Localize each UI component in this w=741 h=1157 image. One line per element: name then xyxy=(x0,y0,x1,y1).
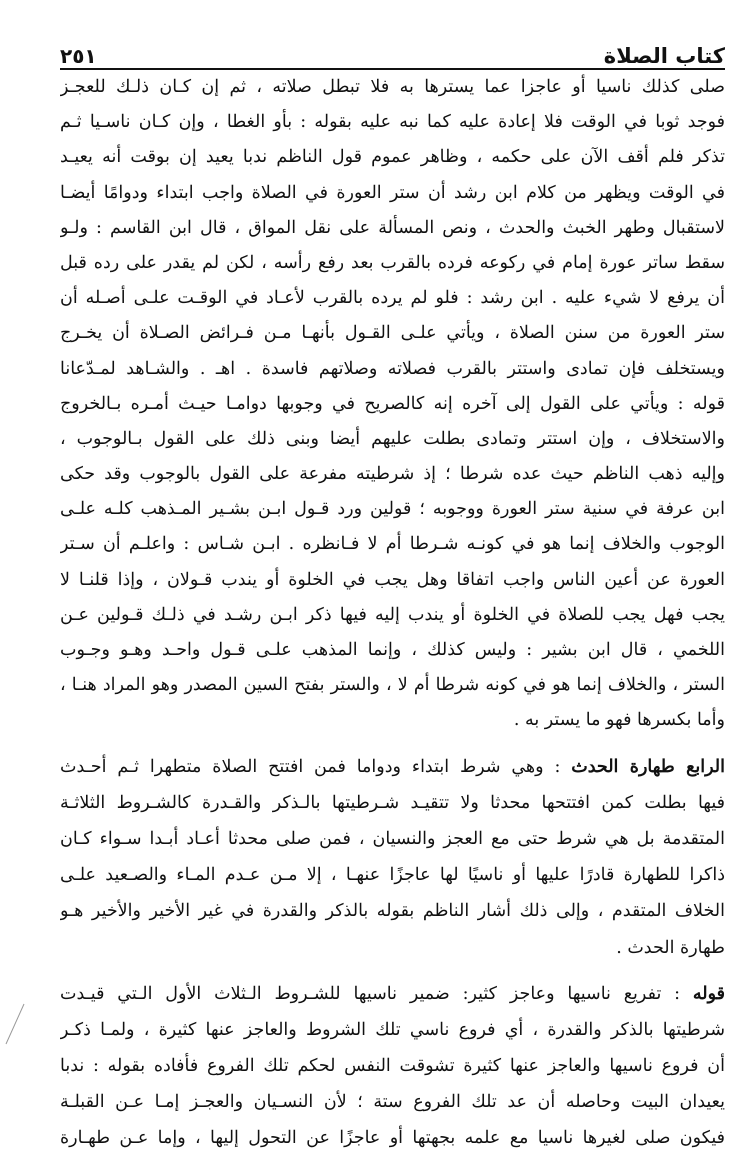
text-line: قوله : ويأتي على القول إلى آخره إنه كالصريح في وجوبها دوامـا حيـث أمـره بـالخروج xyxy=(60,393,725,414)
text-line: فوجد ثوبا في الوقت فلا إعادة عليه كما نبه عليه بقوله : بأو الغطا ، وإن كـان ناسـيا ثـم xyxy=(60,112,725,133)
text-line: المتقدمة بل هي شرط حتى مع العجز والنسيان ، فمن صلى محدثا أعـاد أبـدا سـواء كـان xyxy=(60,828,725,849)
paragraph-1 xyxy=(60,70,725,387)
text-line: وأما بكسرها فهو ما يستر به . xyxy=(513,710,725,731)
section-heading: الرابع طهارة الحدث xyxy=(571,756,725,777)
text-line: طهارة الحدث . xyxy=(616,937,725,958)
text-line: الخلاف المتقدم ، وإلى ذلك أشار الناظم بقوله بالذكر والقدرة في غير الأخير والأخير هـو xyxy=(60,901,725,922)
text-line: ذاكرا للطهارة قادرًا عليها أو ناسيًا لها عاجزًا عنهـا ، إلا مـن عـدم المـاء والصـعيد علـى xyxy=(60,865,725,886)
text-line: اللخمي ، قال ابن بشير : وليس كذلك ، وإنما المذهب علـى قـول واحـد وهـو وجـوب xyxy=(60,640,725,660)
text-span: : تفريع ناسيها وعاجز كثير: ضمير ناسيها للشـروط الـثلاث الأول الـتي قيـدت xyxy=(60,983,693,1004)
page-header xyxy=(60,34,725,68)
text-line: صلى كذلك ناسيا أو عاجزا عما يسترها به فلا تبطل صلاته ، ثم إن كـان ذلـك للعجـز xyxy=(60,77,725,97)
text-line: سقط ساتر عورة إمام في ركوعه فرده بالقرب بعد رفع رأسه ، لكن لم يقدر على رده قبل xyxy=(60,252,725,273)
text-line xyxy=(60,976,725,1012)
text-line: ويستخلف فإن تمادى واستتر بالقرب فصلاته وصلاتهم فاسدة . اهـ . والشـاهد لمـدّعانا xyxy=(60,358,725,379)
paragraph-2 xyxy=(60,387,725,739)
page-number: ٢٥١ xyxy=(60,44,97,68)
text-line: ابن عرفة في سنية ستر العورة ووجوبه ؛ قولين ورد قـول ابـن بشـير المـذهب كلـه علـى xyxy=(60,499,725,520)
text-line: أن يرفع لا شيء عليه . ابن رشد : فلو لم يرده بالقرب لأعـاد في الوقـت علـى أصـله أن xyxy=(60,288,725,309)
text-line: والاستخلاف ، وإن استتر وتمادى بطلت عليهم أيضا وبنى ذلك على القول بـالوجوب ، xyxy=(60,428,725,449)
paragraph-gap xyxy=(60,739,725,749)
paragraph-3 xyxy=(60,749,725,966)
body-text xyxy=(60,70,725,1157)
text-line: الستر ، والخلاف إنما هو في كونه شرطا أم لا ، والستر بفتح السين المصدر وهو المراد هنـا ، xyxy=(60,675,725,696)
text-line: يجب فهل يجب للصلاة في الخلوة أو يندب إليه فيها ذكر ابـن رشـد في ذلـك قـولين عـن xyxy=(60,604,725,625)
text-line: لاستقبال وطهر الخبث والحدث ، ونص المسألة على نقل المواق ، قال ابن القاسم : ولـو xyxy=(60,217,725,238)
text-line: وإليه ذهب الناظم حيث عده شرطا ؛ إذ شرطيته مفرعة على القول بالوجوب وقد حكى xyxy=(60,464,725,485)
text-line: في الوقت ويظهر من كلام ابن رشد أن ستر العورة في الصلاة واجب ابتداء ودوامًا أيضـا xyxy=(60,182,725,203)
text-line: شرطيتها بالذكر والقدرة ، أي فروع ناسي تلك الشروط والعاجز عنها كثيرة ، ولمـا ذكـر xyxy=(60,1019,725,1040)
margin-scratch-mark xyxy=(4,1002,26,1046)
paragraph-4 xyxy=(60,976,725,1157)
text-span: : وهي شرط ابتداء ودواما فمن افتتح الصلاة متطهرا ثـم أحـدث xyxy=(60,756,572,777)
commentary-lead: قوله xyxy=(692,983,725,1004)
text-line: ستر العورة من سنن الصلاة ، ويأتي علـى القـول بأنهـا مـن فـرائض الصـلاة أن يخـرج xyxy=(60,323,725,344)
text-line: الوجوب والخلاف إنما هو في كونـه شـرطا أم لا فـانظره . ابـن شـاس : واعلـم أن سـتر xyxy=(60,534,725,555)
text-line xyxy=(60,749,725,785)
paragraph-gap xyxy=(60,966,725,976)
running-title: كتاب الصلاة xyxy=(603,44,725,68)
text-line: العورة عن أعين الناس واجب اتفاقا وهل يجب في الخلوة أو يندب قـولان ، وإذا قلنـا لا xyxy=(60,569,725,590)
text-line: يعيدان البيت وحاصله أن عد تلك الفروع ستة ؛ لأن النسـيان والعجـز إمـا عـن القبلـة xyxy=(60,1092,725,1113)
text-line: فيها بطلت كمن افتتحها محدثا ولا تتقيـد شـرطيتها بالـذكر والقـدرة كالشـروط الثلاثـة xyxy=(60,792,725,813)
text-line: فيكون صلى لغيرها ناسيا مع علمه بجهتها أو عاجزًا عن التحول إليها ، وإما عـن طهـارة xyxy=(60,1128,725,1149)
text-line: أن فروع ناسيها والعاجز عنها كثيرة تشوقت النفس لحكم تلك الفروع فأفاده بقوله : ندبا xyxy=(60,1056,725,1077)
text-line: تذكر فلم أقف الآن على حكمه ، وظاهر عموم قول الناظم ندبا يعيد إن بوقت أنه يعيـد xyxy=(60,147,725,168)
